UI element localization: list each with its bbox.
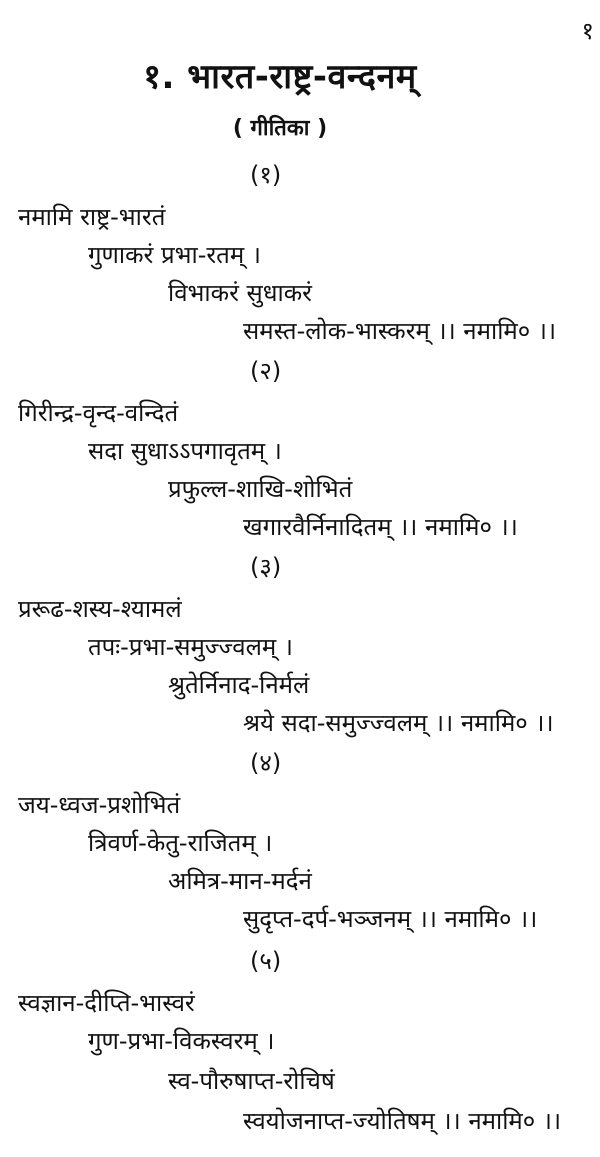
stanza-number: (१) (250, 161, 282, 189)
stanza-number: (४) (250, 749, 282, 777)
verse-line: जय-ध्वज-प्रशोभितं (18, 791, 181, 819)
verse-line: स्वयोजनाप्त-ज्योतिषम् ।। नमामि० ।। (243, 1107, 562, 1135)
verse-line: श्रुतेर्निनाद-निर्मलं (168, 671, 310, 699)
verse-line: खगारवैर्निनादितम् ।। नमामि० ।। (243, 513, 518, 541)
poem-subtitle: ( गीतिका ) (232, 116, 328, 141)
verse-line: त्रिवर्ण-केतु-राजितम् । (88, 829, 273, 857)
poem-title: १. भारत-राष्ट्र-वन्दनम् (143, 57, 417, 97)
verse-line: स्व-पौरुषाप्त-रोचिषं (168, 1067, 335, 1095)
verse-line: तपः-प्रभा-समुज्ज्वलम् । (88, 633, 293, 661)
verse-line: श्रये सदा-समुज्ज्वलम् ।। नमामि० ।। (243, 709, 554, 737)
stanza-number: (३) (250, 553, 282, 581)
verse-line: नमामि राष्ट्र-भारतं (18, 203, 166, 231)
verse-line: स्वज्ञान-दीप्ति-भास्वरं (18, 989, 195, 1017)
stanza-number: (२) (250, 357, 282, 385)
verse-line: प्रफुल्ल-शाखि-शोभितं (168, 475, 353, 503)
stanza-number: (५) (250, 947, 282, 975)
verse-line: सदा सुधाऽऽपगावृतम् । (88, 437, 282, 465)
verse-line: समस्त-लोक-भास्करम् ।। नमामि० ।। (243, 317, 557, 345)
verse-line: अमित्र-मान-मर्दनं (168, 867, 312, 895)
verse-line: सुदृप्त-दर्प-भञ्जनम् ।। नमामि० ।। (243, 905, 538, 933)
verse-line: विभाकरं सुधाकरं (168, 279, 312, 307)
verse-line: गिरीन्द्र-वृन्द-वन्दितं (18, 399, 179, 427)
verse-line: गुणाकरं प्रभा-रतम् । (88, 241, 261, 269)
verse-line: गुण-प्रभा-विकस्वरम् । (88, 1027, 275, 1055)
page-number: १ (581, 17, 594, 45)
verse-line: प्ररूढ-शस्य-श्यामलं (18, 595, 182, 623)
